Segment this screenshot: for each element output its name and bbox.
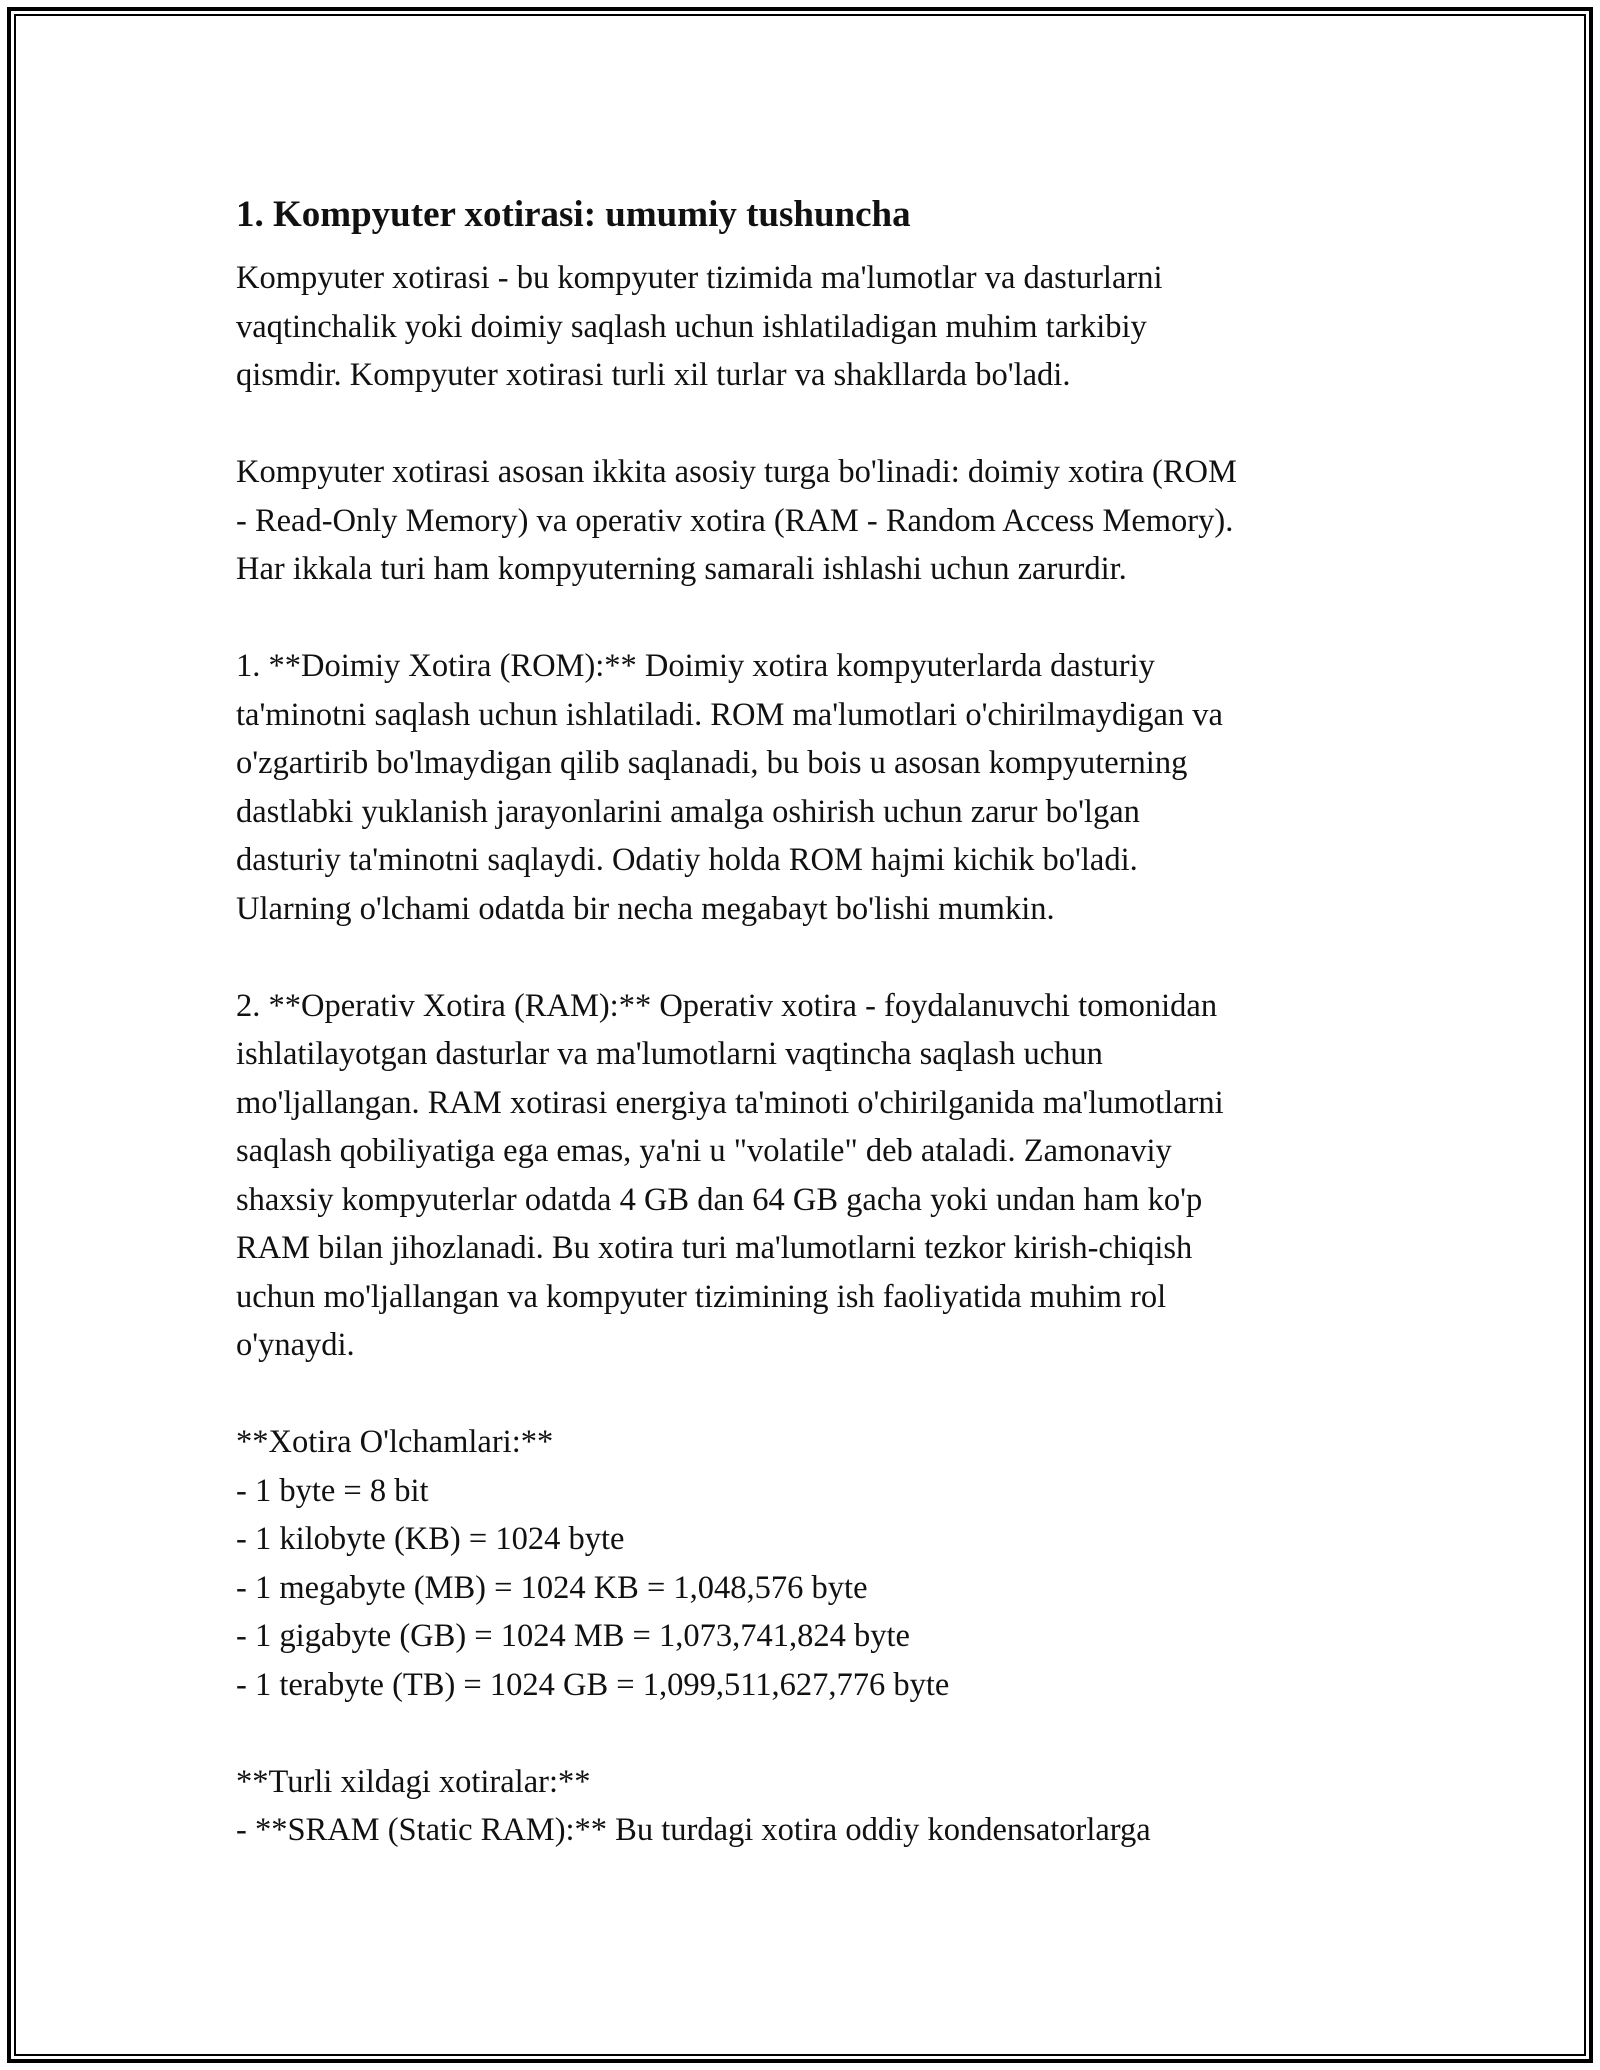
text-line: mo'ljallangan. RAM xotirasi energiya ta'minoti o'chirilganida ma'lumotlarni bbox=[236, 1084, 1224, 1121]
text-line: vaqtinchalik yoki doimiy saqlash uchun ishlatiladigan muhim tarkibiy bbox=[236, 308, 1147, 345]
list-title: **Turli xildagi xotiralar:** bbox=[236, 1763, 591, 1800]
intro-paragraph bbox=[236, 254, 1376, 400]
rom-paragraph bbox=[236, 642, 1376, 933]
text-line: Kompyuter xotirasi asosan ikkita asosiy turga bo'linadi: doimiy xotira (ROM bbox=[236, 454, 1237, 490]
list-item: - 1 kilobyte (KB) = 1024 byte bbox=[236, 1521, 625, 1557]
list-item: - **SRAM (Static RAM):** Bu turdagi xotira oddiy kondensatorlarga bbox=[236, 1812, 1151, 1848]
text-line: - Read-Only Memory) va operativ xotira (RAM - Random Access Memory). bbox=[236, 502, 1234, 539]
text-line: Kompyuter xotirasi - bu kompyuter tizimida ma'lumotlar va dasturlarni bbox=[236, 260, 1163, 296]
memory-kinds-list bbox=[236, 1758, 1376, 1855]
list-title: **Xotira O'lchamlari:** bbox=[236, 1424, 554, 1460]
text-line: ishlatilayotgan dasturlar va ma'lumotlarni vaqtincha saqlash uchun bbox=[236, 1036, 1103, 1072]
text-line: shaxsiy kompyuterlar odatda 4 GB dan 64 GB gacha yoki undan ham ko'p bbox=[236, 1181, 1203, 1218]
paragraph-gap bbox=[236, 933, 1376, 982]
section-heading: 1. Kompyuter xotirasi: umumiy tushuncha bbox=[236, 194, 911, 235]
text-line: uchun mo'ljallangan va kompyuter tizimining ish faoliyatida muhim rol bbox=[236, 1278, 1167, 1315]
text-line: 1. **Doimiy Xotira (ROM):** Doimiy xotira kompyuterlarda dasturiy bbox=[236, 648, 1155, 684]
list-item: - 1 megabyte (MB) = 1024 KB = 1,048,576 byte bbox=[236, 1569, 868, 1606]
text-line: Har ikkala turi ham kompyuterning samarali ishlashi uchun zarurdir. bbox=[236, 551, 1127, 587]
text-line: Ularning o'lchami odatda bir necha megabayt bo'lishi mumkin. bbox=[236, 890, 1055, 927]
paragraph-gap bbox=[236, 400, 1376, 449]
ram-paragraph bbox=[236, 982, 1376, 1370]
text-line: 2. **Operativ Xotira (RAM):** Operativ xotira - foydalanuvchi tomonidan bbox=[236, 987, 1218, 1024]
text-line: qismdir. Kompyuter xotirasi turli xil turlar va shakllarda bo'ladi. bbox=[236, 357, 1071, 393]
text-line: o'zgartirib bo'lmaydigan qilib saqlanadi, bu bois u asosan kompyuterning bbox=[236, 745, 1188, 781]
memory-sizes-list bbox=[236, 1418, 1376, 1709]
text-line: dastlabki yuklanish jarayonlarini amalga oshirish uchun zarur bo'lgan bbox=[236, 793, 1140, 830]
text-line: saqlash qobiliyatiga ega emas, ya'ni u "volatile" deb ataladi. Zamonaviy bbox=[236, 1133, 1172, 1169]
text-line: RAM bilan jihozlanadi. Bu xotira turi ma'lumotlarni tezkor kirish-chiqish bbox=[236, 1230, 1193, 1266]
text-line: ta'minotni saqlash uchun ishlatiladi. ROM ma'lumotlari o'chirilmaydigan va bbox=[236, 696, 1223, 733]
text-line: dasturiy ta'minotni saqlaydi. Odatiy holda ROM hajmi kichik bo'ladi. bbox=[236, 842, 1138, 878]
list-item: - 1 byte = 8 bit bbox=[236, 1472, 429, 1509]
paragraph-gap bbox=[236, 1370, 1376, 1419]
list-item: - 1 terabyte (TB) = 1024 GB = 1,099,511,627,776 byte bbox=[236, 1666, 950, 1703]
paragraph-gap bbox=[236, 1709, 1376, 1758]
list-item: - 1 gigabyte (GB) = 1024 MB = 1,073,741,824 byte bbox=[236, 1618, 910, 1654]
paragraph-gap bbox=[236, 594, 1376, 643]
text-line: o'ynaydi. bbox=[236, 1327, 355, 1363]
document-body bbox=[236, 186, 1376, 1855]
memory-types-paragraph bbox=[236, 448, 1376, 594]
